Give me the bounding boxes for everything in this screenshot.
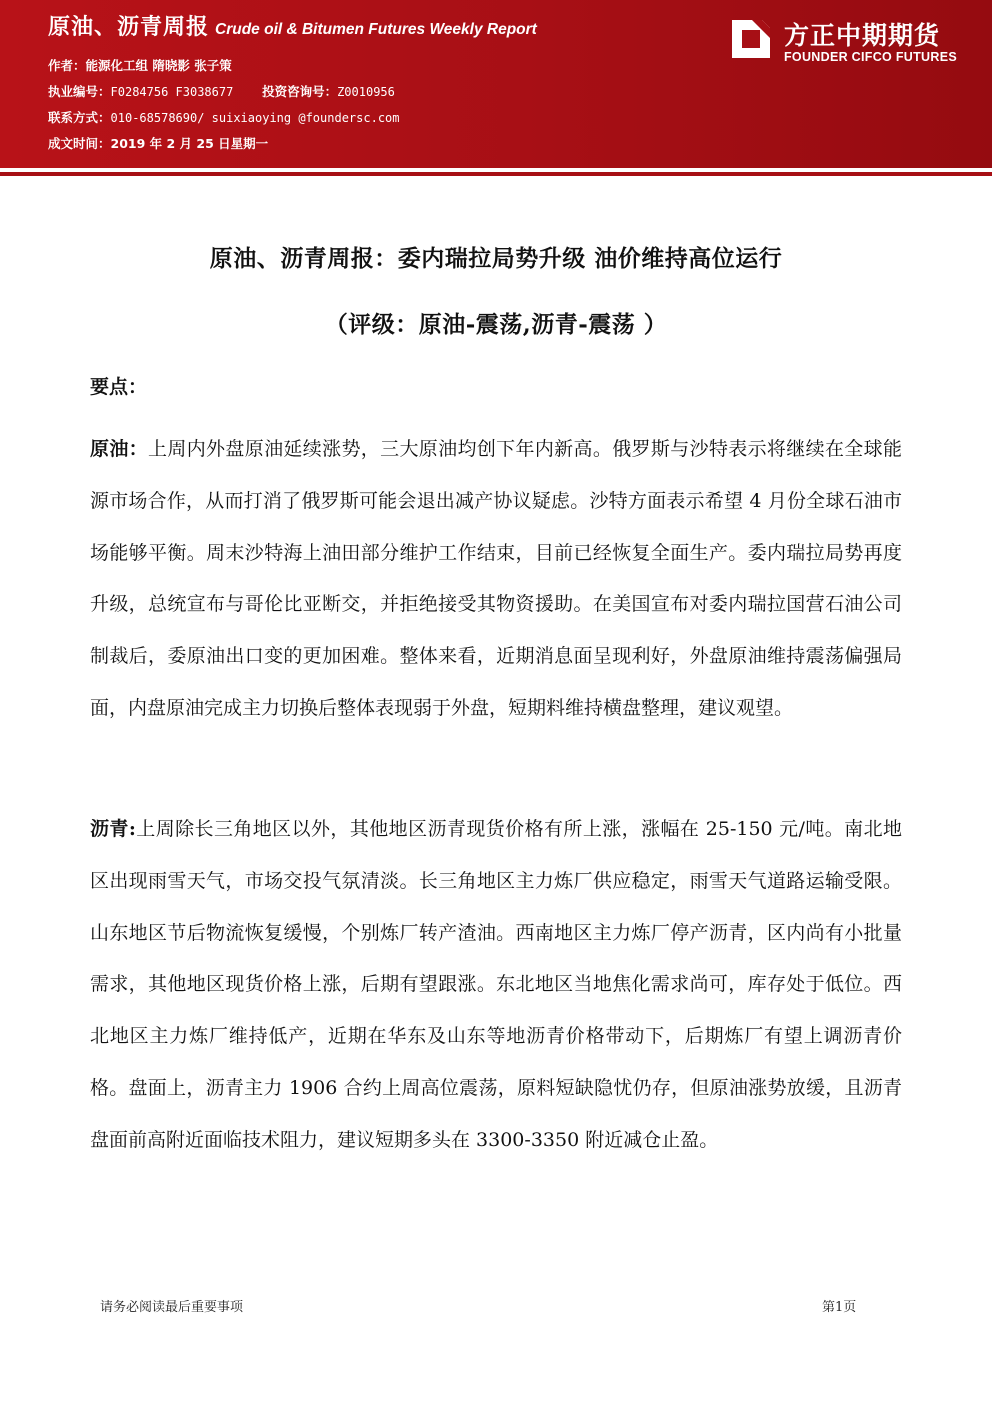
bitumen-label: 沥青: — [90, 818, 136, 840]
bitumen-text: 上周除长三角地区以外，其他地区沥青现货价格有所上涨，涨幅在 25-150 元/吨。南北地区出现雨雪天气，市场交投气氛清淡。长三角地区主力炼厂供应稳定，雨雪天气道路运输受限。山东地区节后物流恢复缓慢，个别炼厂转产渣油。西南地区主力炼厂停产沥青，区内尚有小批量需求，其他地区现货价格上涨，后期有望跟涨。东北地区当地焦化需求尚可，库存处于低位。西北地区主力炼厂维持低产，近期在华东及山东等地沥青价格带动下，后期炼厂有望上调沥青价格。盘面上，沥青主力 1906 合约上周高位震荡，原料短缺隐忧仍存，但原油涨势放缓，且沥青盘面前高附近面临技术阻力，建议短期多头在 3300-3350 附近减仓止盈。 — [90, 818, 902, 1151]
contact-value: 010-68578690/ suixiaoying @foundersc.com — [110, 111, 400, 125]
license-line — [48, 82, 395, 100]
report-header — [0, 0, 992, 168]
footer-notice: 请务必阅读最后重要事项 — [100, 1300, 244, 1315]
document-title: 原油、沥青周报：委内瑞拉局势升级 油价维持高位运行 — [209, 245, 783, 272]
company-logo — [728, 12, 978, 72]
contact-label: 联系方式： — [48, 110, 111, 125]
document-rating: （评级：原油-震荡,沥青-震荡 ） — [324, 311, 668, 338]
date-line: 成文时间：2019 年 2 月 25 日星期一 — [48, 136, 269, 151]
report-title — [48, 10, 537, 41]
page-number: 第1页 — [822, 1300, 857, 1315]
author-line: 作者：能源化工组 隋晓影 张子策 — [48, 58, 232, 73]
contact-line — [48, 108, 400, 126]
bitumen-paragraph — [90, 804, 902, 1167]
logo-text-en: FOUNDER CIFCO FUTURES — [784, 50, 957, 64]
header-divider — [0, 172, 992, 176]
section-heading: 要点： — [90, 376, 148, 398]
license-value: F0284756 F3038677 — [110, 85, 234, 99]
crude-text: 上周内外盘原油延续涨势，三大原油均创下年内新高。俄罗斯与沙特表示将继续在全球能源市场合作，从而打消了俄罗斯可能会退出减产协议疑虑。沙特方面表示希望 4 月份全球石油市场能够平衡。周末沙特海上油田部分维护工作结束，目前已经恢复全面生产。委内瑞拉局势再度升级，总统宣布与哥伦比亚断交，并拒绝接受其物资援助。在美国宣布对委内瑞拉国营石油公司制裁后，委原油出口变的更加困难。整体来看，近期消息面呈现利好，外盘原油维持震荡偏强局面，内盘原油完成主力切换后整体表现弱于外盘，短期料维持横盘整理，建议观望。 — [90, 438, 902, 719]
report-title-en: Crude oil & Bitumen Futures Weekly Report — [215, 21, 537, 38]
founder-logo-icon — [728, 16, 774, 62]
logo-text-cn: 方正中期期货 — [784, 21, 941, 50]
consult-value: Z0010956 — [337, 85, 395, 99]
report-title-cn: 原油、沥青周报 — [48, 15, 210, 40]
crude-paragraph — [90, 424, 902, 735]
consult-label: 投资咨询号： — [262, 84, 338, 99]
license-label: 执业编号： — [48, 84, 111, 99]
crude-label: 原油： — [90, 438, 149, 460]
